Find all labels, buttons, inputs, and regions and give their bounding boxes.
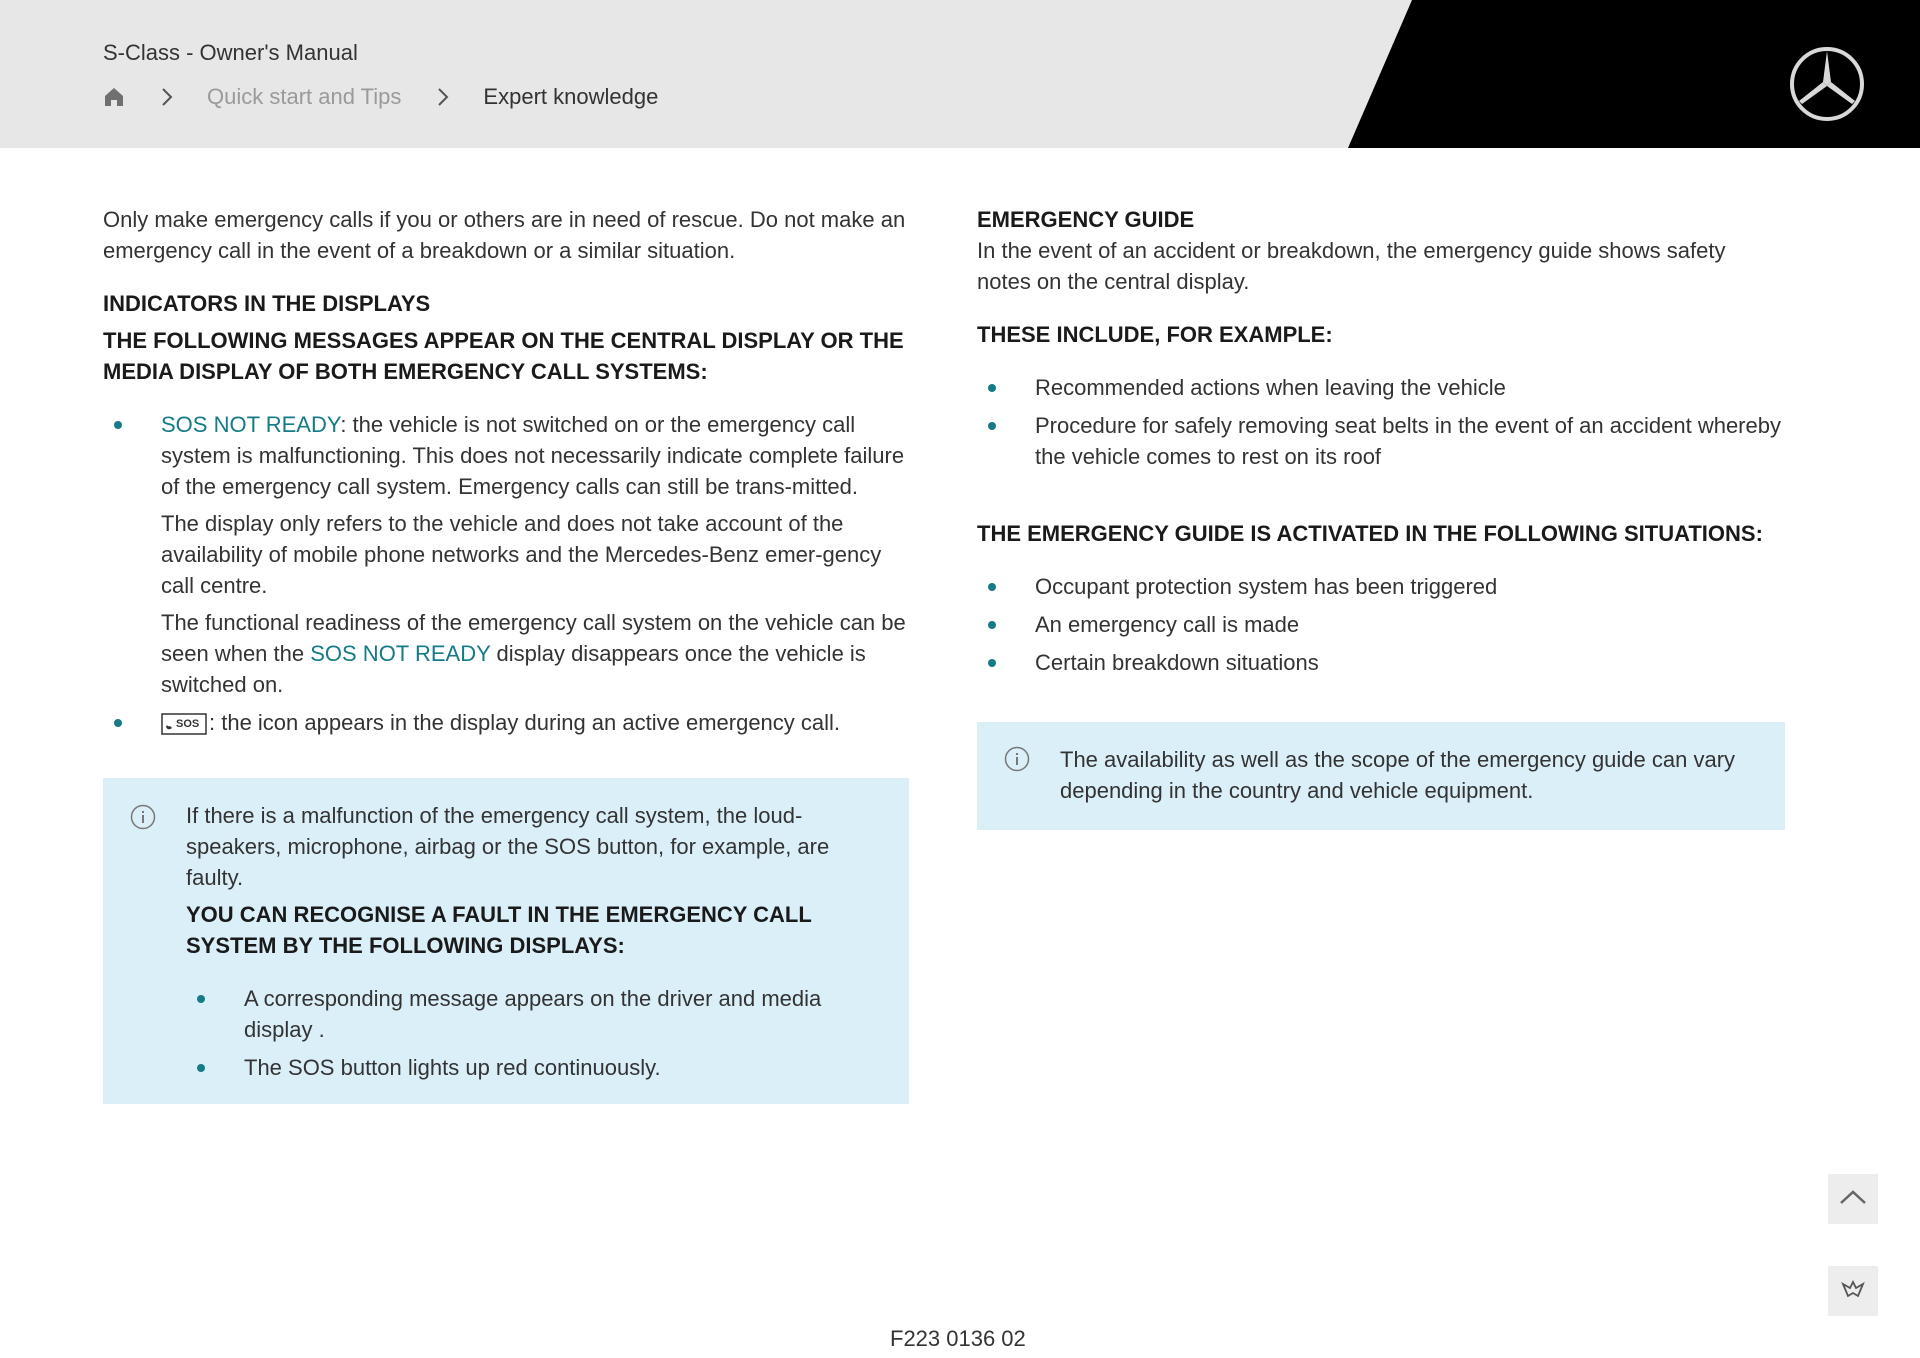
info-icon — [130, 804, 156, 830]
list-item — [103, 409, 909, 700]
examples-list — [977, 372, 1785, 472]
item-text: : the icon appears in the display during an active emergency call. — [209, 710, 841, 735]
info-note — [977, 722, 1785, 830]
info-note — [103, 778, 909, 1104]
list-item — [103, 707, 909, 738]
bullet-icon — [988, 583, 996, 591]
list-item: A corresponding message appears on the driver and media display . — [186, 983, 866, 1045]
breadcrumb-link-quick-start[interactable]: Quick start and Tips — [207, 84, 402, 109]
note-list — [186, 983, 866, 1083]
section-subheading: THE EMERGENCY GUIDE IS ACTIVATED IN THE FOLLOWING SITUATIONS: — [977, 521, 1763, 546]
sos-not-ready-label: SOS NOT READY — [161, 412, 341, 437]
bullet-icon — [988, 422, 996, 430]
list-item: The SOS button lights up red continuously. — [186, 1052, 866, 1083]
breadcrumb — [103, 82, 658, 112]
list-item: Certain breakdown situations — [977, 647, 1785, 678]
list-item: Occupant protection system has been triggered — [977, 571, 1785, 602]
header-black-band — [0, 0, 1920, 148]
sos-not-ready-label: SOS NOT READY — [310, 641, 491, 666]
section-subheading: THE FOLLOWING MESSAGES APPEAR ON THE CENTRAL DISPLAY OR THE MEDIA DISPLAY OF BOTH EMERGENCY CALL SYSTEMS: — [103, 328, 904, 384]
item-paragraph: The display only refers to the vehicle and does not take account of the availability of mobile phone networks and the Mercedes-Benz emer-gency call centre. — [161, 511, 882, 598]
list-item: An emergency call is made — [977, 609, 1785, 640]
three-pointed-star-logo — [1788, 45, 1866, 123]
intro-paragraph: Only make emergency calls if you or others are in need of rescue. Do not make an emergency call in the event of a breakdown or a similar situation. — [103, 207, 906, 263]
left-column — [103, 204, 909, 1104]
home-icon[interactable] — [103, 86, 125, 108]
bullet-icon — [114, 719, 122, 727]
manual-title: S-Class - Owner's Manual — [103, 40, 358, 65]
item-paragraph: The functional readiness of the emergency call system on the vehicle can be seen when the SOS NOT READY display disappears once the vehicle is switched on. — [161, 610, 906, 697]
note-text: The availability as well as the scope of the emergency guide can vary depending in the country and vehicle equipment. — [1060, 747, 1736, 803]
scroll-to-top-button[interactable] — [1828, 1174, 1878, 1224]
chevron-up-icon — [1838, 1187, 1868, 1212]
bullet-icon — [988, 384, 996, 392]
situations-list — [977, 571, 1785, 678]
item-text: : the vehicle is not switched on or the emergency call system is malfunctioning. This does not necessarily indicate complete failure of the emergency call system. Emergency calls can still be trans-mitted. — [161, 412, 905, 499]
sos-call-icon — [161, 712, 207, 736]
page-header — [0, 0, 1920, 148]
section-subheading: THESE INCLUDE, FOR EXAMPLE: — [977, 322, 1333, 347]
chevron-right-icon — [159, 87, 175, 107]
section-heading: INDICATORS IN THE DISPLAYS — [103, 291, 431, 316]
note-heading: YOU CAN RECOGNISE A FAULT IN THE EMERGENCY CALL SYSTEM BY THE FOLLOWING DISPLAYS: — [186, 902, 812, 958]
bullet-icon — [197, 1064, 205, 1072]
info-icon — [1004, 746, 1030, 772]
bullet-icon — [988, 621, 996, 629]
bullet-icon — [114, 421, 122, 429]
chevron-right-icon — [435, 87, 451, 107]
list-item: Procedure for safely removing seat belts in the event of an accident whereby the vehicle comes to rest on its roof — [977, 410, 1785, 472]
bullet-icon — [197, 995, 205, 1003]
section-heading: EMERGENCY GUIDE — [977, 207, 1195, 232]
note-text: If there is a malfunction of the emergency call system, the loud-speakers, microphone, airbag or the SOS button, for example, are faulty. — [186, 803, 830, 890]
breadcrumb-current: Expert knowledge — [483, 84, 659, 109]
bookmark-button[interactable] — [1828, 1266, 1878, 1316]
list-item: Recommended actions when leaving the vehicle — [977, 372, 1785, 403]
svg-text:SOS: SOS — [176, 718, 200, 731]
document-code: F223 0136 02 — [890, 1326, 1026, 1351]
bookmark-icon — [1840, 1278, 1866, 1305]
right-column — [977, 204, 1785, 830]
intro-paragraph: In the event of an accident or breakdown, the emergency guide shows safety notes on the central display. — [977, 238, 1726, 294]
messages-list — [103, 409, 909, 738]
bullet-icon — [988, 659, 996, 667]
